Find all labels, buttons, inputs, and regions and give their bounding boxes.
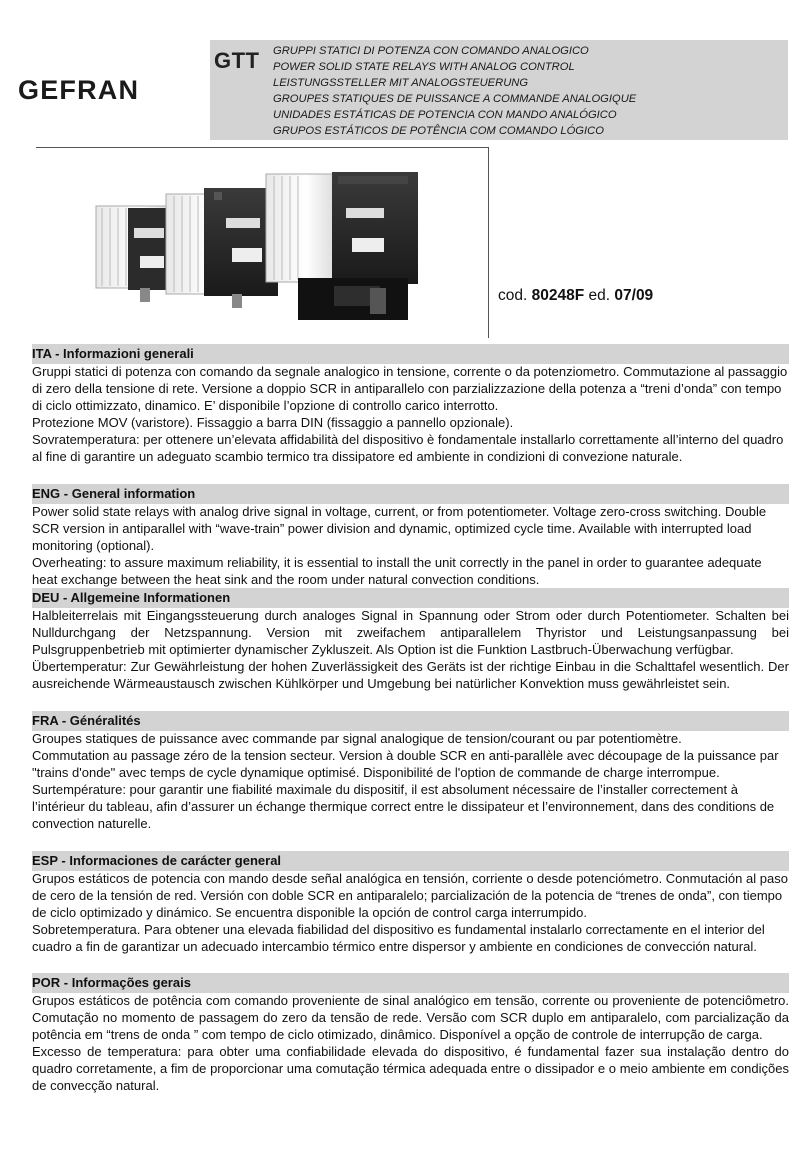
- document-code: [498, 287, 653, 305]
- title-esp: UNIDADES ESTÁTICAS DE POTENCIA CON MANDO ANALÓGICO: [273, 108, 617, 121]
- product-photo: [36, 147, 489, 338]
- section-heading: ESP - Informaciones de carácter general: [32, 851, 789, 871]
- product-code: GTT: [214, 48, 260, 73]
- section-heading: POR - Informações gerais: [32, 973, 789, 993]
- product-illustration: [36, 148, 488, 338]
- gefran-logo: [18, 74, 186, 104]
- product-title-list: [273, 44, 636, 139]
- doc-code-number: 80248F: [531, 287, 585, 304]
- paragraph: Sovratemperatura: per ottenere un’elevata affidabilità del dispositivo è fondamentale installarlo correttamente all’interno del quadro al fine di garantire un adeguato scambio termico tra dissipatore ed ambiente in condizioni di convezione naturale.: [32, 431, 784, 464]
- section-body: [32, 504, 789, 589]
- title-fra: GROUPES STATIQUES DE PUISSANCE A COMMANDE ANALOGIQUE: [273, 92, 637, 105]
- paragraph: Excesso de temperatura: para obter uma confiabilidade elevada do dispositivo, é fundamental fazer sua instalação dentro do quadro corretamente, a fim de proporcionar uma comutação térmica adequada entre o dissipador e o meio ambiente em condições de convecção natural.: [32, 1043, 789, 1093]
- section-heading: ENG - General information: [32, 484, 789, 504]
- title-deu: LEISTUNGSSTELLER MIT ANALOGSTEUERUNG: [273, 76, 529, 89]
- doc-edition-label: ed.: [588, 287, 611, 304]
- paragraph: Übertemperatur: Zur Gewährleistung der hohen Zuverlässigkeit des Geräts ist der richtige Einbau in die Schalttafel wesentlich. Der ausreichende Wärmeaustausch zwischen Kühlkörper und Umgebung bei natürlicher Konvektion muss gewährleistet sein.: [32, 658, 789, 691]
- section-por: [32, 973, 789, 1094]
- section-fra: [32, 711, 789, 832]
- title-por: GRUPOS ESTÁTICOS DE POTÊNCIA COM COMANDO LÓGICO: [273, 124, 604, 137]
- section-heading: DEU - Allgemeine Informationen: [32, 588, 789, 608]
- paragraph: Grupos estáticos de potencia con mando desde señal analógica en tensión, corriente o desde potenciómetro. Conmutación al paso de cero de la tensión de red. Versión con doble SCR en antiparalelo; parcialización de la potencia de “trenes de onda”, con tiempo de ciclo optimizado y dinámico. Se encuentra disponible la opción de control carga interrumpido.: [32, 871, 788, 920]
- paragraph: Sobretemperatura. Para obtener una elevada fiabilidad del dispositivo es fundamental instalarlo correctamente en el interior del cuadro a fin de garantizar un adecuado intercambio térmico entre dispersor y ambiente en condiciones de convección natural.: [32, 921, 765, 954]
- paragraph: Grupos estáticos de potência com comando proveniente de sinal analógico em tensão, corrente ou proveniente de potenciômetro. Comutação no momento de passagem do zero da tensão de rede. Versão com SCR duplo em antiparalelo, com parcialização da potência em “trens de onda ” com tempo de ciclo otimizado, dinâmico. Disponível a opção de controle de interrupção de carga.: [32, 993, 789, 1042]
- section-body: [32, 993, 789, 1094]
- section-deu: [32, 588, 789, 693]
- paragraph: Halbleiterrelais mit Eingangssteuerung durch analoges Signal in Spannung oder Strom oder durch Potentiometer. Schalten bei Nulldurchgang der Netzspannung. Version mit zweifachem antiparallelem Thyristor und Leistungsanpassung bei Pulsgruppenbetrieb mit optimierter dynamischer Zykluszeit. Als Option ist die Funktion Lastbruch-Überwachung verfügbar.: [32, 608, 789, 657]
- paragraph: Power solid state relays with analog drive signal in voltage, current, or from potentiometer. Voltage zero-cross switching. Double SCR version in antiparallel with “wave-train” power division and dynamic, optimized cycle time. Available with interrupted load monitoring (optional).: [32, 504, 767, 553]
- paragraph: Commutation au passage zéro de la tension secteur. Version à double SCR en anti-parallèle avec découpage de la puissance par "trains d'onde" avec temps de cycle dynamique optimisé. Disponibilité de l'option de commande de charge interrompue.: [32, 747, 779, 780]
- paragraph: Groupes statiques de puissance avec commande par signal analogique de tension/courant ou par potentiomètre.: [32, 731, 682, 746]
- title-ita: GRUPPI STATICI DI POTENZA CON COMANDO ANALOGICO: [273, 45, 589, 57]
- section-body: [32, 364, 789, 465]
- section-heading: ITA - Informazioni generali: [32, 344, 789, 364]
- section-body: [32, 731, 789, 832]
- section-eng: [32, 484, 789, 589]
- section-body: [32, 871, 789, 956]
- section-esp: [32, 851, 789, 956]
- svg-text:GEFRAN: GEFRAN: [18, 75, 140, 104]
- doc-code-prefix: cod.: [498, 287, 528, 304]
- section-ita: [32, 344, 789, 465]
- title-eng: POWER SOLID STATE RELAYS WITH ANALOG CONTROL: [273, 60, 575, 73]
- paragraph: Gruppi statici di potenza con comando da segnale analogico in tensione, corrente o da potenziometro. Commutazione al passaggio di zero della tensione di rete. Versione a doppio SCR in antiparallelo con parzializzazione della potenza a “treni d’onda” con tempo di ciclo ottimizzato, dinamico. E’ disponibile l’opzione di controllo carico interrotto.: [32, 364, 788, 413]
- paragraph: Surtempérature: pour garantir une fiabilité maximale du dispositif, il est absolument nécessaire de l’installer correctement à l’intérieur du tableau, afin d’assurer un échange thermique correct entre le dissipateur et l’environnement, dans des conditions de convection naturelle.: [32, 781, 775, 831]
- section-body: [32, 608, 789, 693]
- paragraph: Protezione MOV (varistore). Fissaggio a barra DIN (fissaggio a pannello opzionale).: [32, 414, 514, 430]
- section-heading: FRA - Généralités: [32, 711, 789, 731]
- paragraph: Overheating: to assure maximum reliability, it is essential to install the unit correctly in the panel in order to guarantee adequate heat exchange between the heat sink and the room under natural convection conditions.: [32, 554, 762, 587]
- doc-edition: 07/09: [614, 287, 654, 304]
